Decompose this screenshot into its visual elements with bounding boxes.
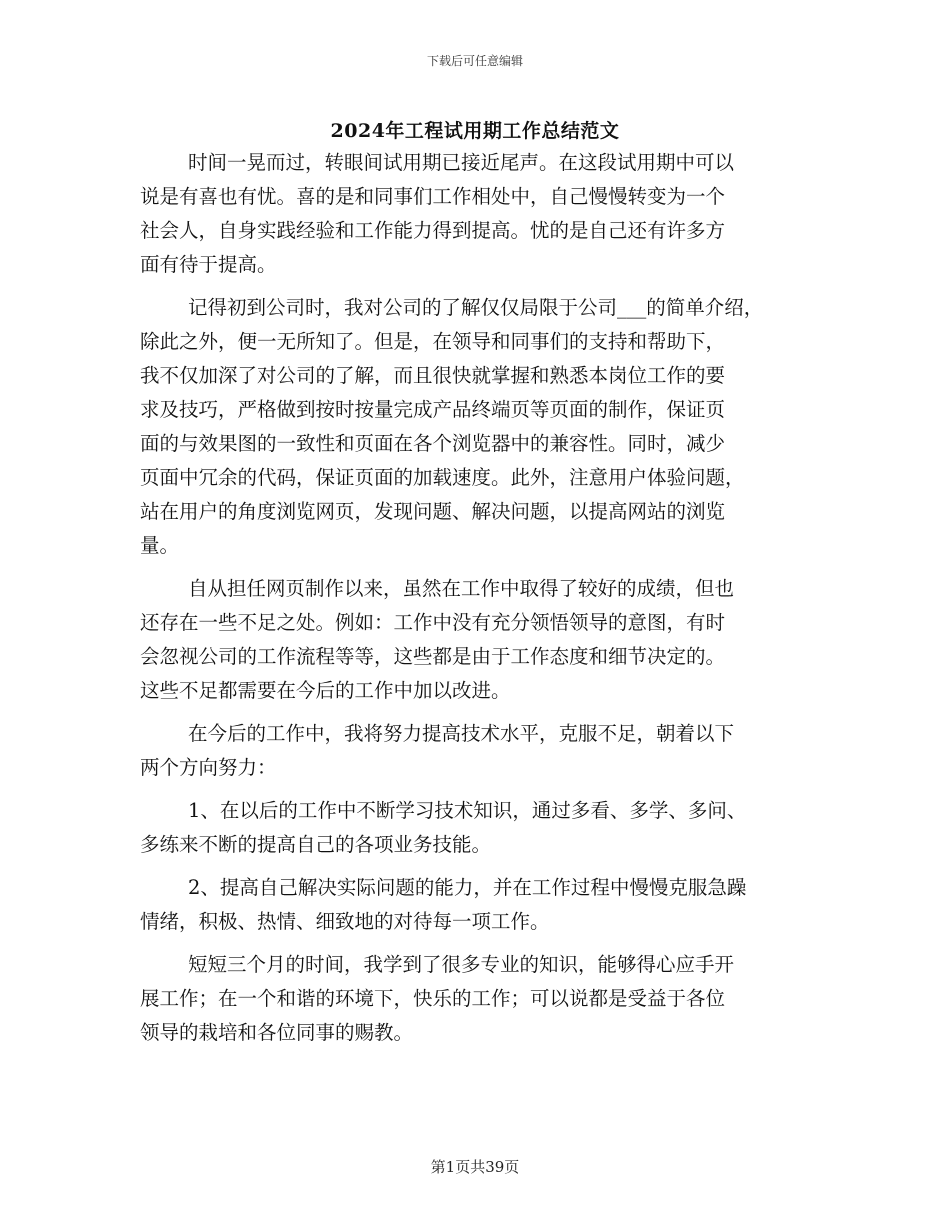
document-title: 2024年工程试用期工作总结范文 — [330, 120, 620, 142]
text-line: 两个方向努力： — [140, 756, 277, 779]
text-line: 求及技巧，严格做到按时按量完成产品终端页等页面的制作，保证页 — [140, 398, 726, 421]
text-line: 面的与效果图的一致性和页面在各个浏览器中的兼容性。同时，减少 — [140, 432, 726, 455]
text-line: 领导的栽培和各位同事的赐教。 — [140, 1021, 414, 1044]
paragraph — [140, 717, 820, 785]
text-line: 站在用户的角度浏览网页，发现问题、解决问题，以提高网站的浏览 — [140, 500, 726, 523]
text-line: 展工作；在一个和谐的环境下，快乐的工作；可以说都是受益于各位 — [140, 987, 726, 1010]
paragraph — [140, 291, 820, 563]
paragraph — [140, 146, 820, 282]
paragraph — [140, 572, 820, 708]
text-line: 多练来不断的提高自己的各项业务技能。 — [140, 833, 492, 856]
document-body — [140, 146, 820, 1050]
text-line: 页面中冗余的代码，保证页面的加载速度。此外，注意用户体验问题， — [140, 466, 745, 489]
text-line: 除此之外，便一无所知了。但是，在领导和同事们的支持和帮助下， — [140, 330, 726, 353]
text-line: 1、在以后的工作中不断学习技术知识，通过多看、多学、多问、 — [188, 799, 747, 822]
text-line: 在今后的工作中，我将努力提高技术水平，克服不足，朝着以下 — [188, 722, 735, 745]
text-line: 自从担任网页制作以来，虽然在工作中取得了较好的成绩，但也 — [188, 577, 735, 600]
text-line: 情绪，积极、热情、细致地的对待每一项工作。 — [140, 910, 550, 933]
paragraph — [140, 871, 820, 939]
page-number: 第1页共39页 — [430, 1158, 520, 1176]
text-line: 短短三个月的时间，我学到了很多专业的知识，能够得心应手开 — [188, 953, 735, 976]
text-line: 会忽视公司的工作流程等等，这些都是由于工作态度和细节决定的。 — [140, 645, 726, 668]
text-line: 还存在一些不足之处。例如：工作中没有充分领悟领导的意图，有时 — [140, 611, 726, 634]
paragraph — [140, 794, 820, 862]
text-line: 说是有喜也有忧。喜的是和同事们工作相处中，自己慢慢转变为一个 — [140, 185, 726, 208]
text-line: 时间一晃而过，转眼间试用期已接近尾声。在这段试用期中可以 — [188, 151, 735, 174]
text-line: 面有待于提高。 — [140, 253, 277, 276]
text-line: 这些不足都需要在今后的工作中加以改进。 — [140, 679, 511, 702]
text-line: 2、提高自己解决实际问题的能力，并在工作过程中慢慢克服急躁 — [188, 876, 747, 899]
text-line: 我不仅加深了对公司的了解，而且很快就掌握和熟悉本岗位工作的要 — [140, 364, 726, 387]
text-line: 社会人，自身实践经验和工作能力得到提高。忧的是自己还有许多方 — [140, 219, 726, 242]
text-line: 量。 — [140, 534, 180, 557]
paragraph — [140, 948, 820, 1050]
header-note: 下载后可任意编辑 — [426, 54, 523, 68]
text-line: 记得初到公司时，我对公司的了解仅仅局限于公司___的简单介绍， — [188, 296, 764, 319]
